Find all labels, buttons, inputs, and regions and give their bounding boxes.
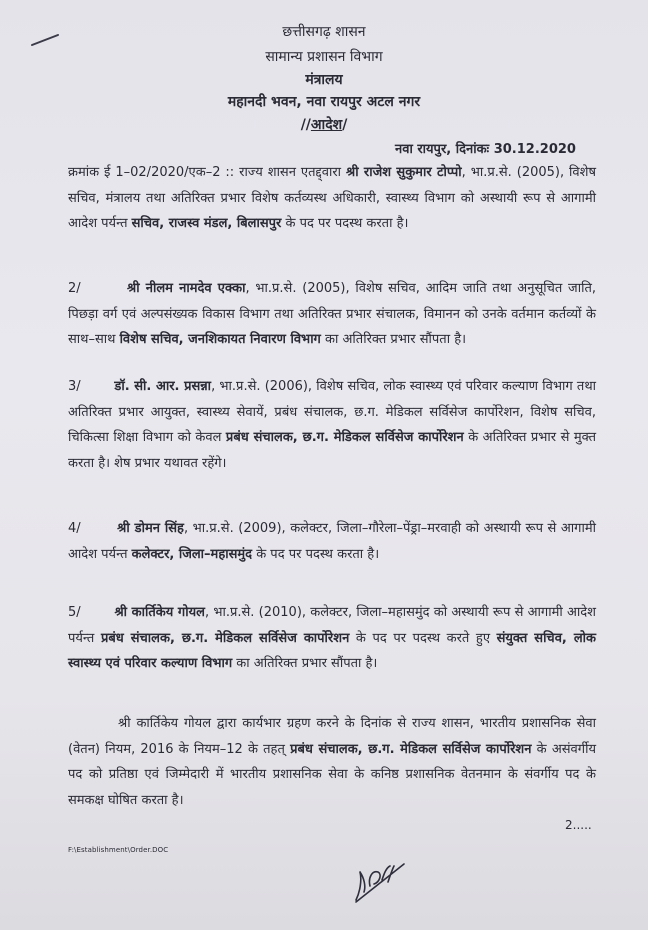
paragraph-3: 3/ डॉ. सी. आर. प्रसन्ना, भा.प्र.से. (2006), विशेष सचिव, लोक स्वास्थ्य एवं परिवार कल्याण विभाग तथा अतिरिक्त प्रभार आयुक्त, स्वास्थ्य सेवायें, प्रबंध संचालक, छ.ग. मेडिकल सर्विसेज कार्पोरेशन, विशेष सचिव, चिकित्सा शिक्षा विभाग को केवल प्रबंध संचालक, छ.ग. मेडिकल सर्विसेज कार्पोरेशन के अतिरिक्त प्रभार से मुक्त करता है। शेष प्रभार यथावत रहेंगे।	[68, 379, 597, 471]
paragraph-4: 4/ श्री डोमन सिंह, भा.प्र.से. (2009), कलेक्टर, जिला–गौरेला–पेंड्रा–मरवाही को अस्थायी रूप से आगामी आदेश पर्यन्त कलेक्टर, जिला–महासमुंद के पद पर पदस्थ करता है।	[68, 521, 597, 562]
header-ministry: मंत्रालय	[305, 72, 343, 88]
paragraph-6: श्री कार्तिकेय गोयल द्वारा कार्यभार ग्रहण करने के दिनांक से राज्य शासन, भारतीय प्रशासनिक सेवा (वेतन) नियम, 2016 के नियम–12 के तहत् प्रबंध संचालक, छ.ग. मेडिकल सर्विसेज कार्पोरेशन के असंवर्गीय पद को प्रतिष्ठा एवं जिम्मेदारी में भारतीय प्रशासनिक सेवा के कनिष्ठ प्रशासनिक वेतनमान के संवर्गीय पद के समकक्ष घोषित करता है।	[68, 716, 596, 808]
posting: प्रबंध संचालक, छ.ग. मेडिकल सर्विसेज कार्पोरेशन	[290, 741, 532, 757]
next-page-marker: 2.....	[565, 818, 592, 832]
header-order-title: //आदेश/	[300, 117, 348, 133]
header-department: सामान्य प्रशासन विभाग	[265, 49, 383, 65]
header-address: महानदी भवन, नवा रायपुर अटल नगर	[227, 94, 421, 110]
paragraph-2: 2/ श्री नीलम नामदेव एक्का, भा.प्र.से. (2005), विशेष सचिव, आदिम जाति तथा अनुसूचित जाति, पिछड़ा वर्ग एवं अल्पसंख्यक विकास विभाग तथा अतिरिक्त प्रभार संचालक, विमानन को उनके वर्तमान कर्तव्यों के साथ–साथ विशेष सचिव, जनशिकायत निवारण विभाग का अतिरिक्त प्रभार सौंपता है।	[68, 281, 596, 347]
posting: सचिव, राजस्व मंडल, बिलासपुर	[131, 216, 282, 231]
paragraph-number: 3/	[68, 379, 81, 394]
posting: विशेष सचिव, जनशिकायत निवारण विभाग	[119, 332, 321, 347]
paragraph-number: 5/	[68, 605, 81, 620]
posting: कलेक्टर, जिला–महासमुंद	[131, 546, 253, 562]
additional-charge: संयुक्त सचिव, लोक स्वास्थ्य एवं परिवार कल्याण विभाग	[68, 630, 597, 671]
paragraph-number: 4/	[68, 521, 81, 536]
header-state: छत्तीसगढ़ शासन	[282, 24, 366, 40]
date-line: नवा रायपुर, दिनांकः 30.12.2020	[395, 142, 576, 157]
officer-name: श्री राजेश सुकुमार टोप्पो	[346, 165, 462, 180]
paragraph-5: 5/ श्री कार्तिकेय गोयल, भा.प्र.से. (2010), कलेक्टर, जिला–महासमुंद को अस्थायी रूप से आगामी आदेश पर्यन्त प्रबंध संचालक, छ.ग. मेडिकल सर्विसेज कार्पोरेशन के पद पर पदस्थ करते हुए संयुक्त सचिव, लोक स्वास्थ्य एवं परिवार कल्याण विभाग का अतिरिक्त प्रभार सौंपता है।	[68, 605, 597, 671]
posting: प्रबंध संचालक, छ.ग. मेडिकल सर्विसेज कार्पोरेशन	[100, 630, 350, 646]
order-title-text: आदेश	[310, 117, 343, 133]
order-number: क्रमांक ई 1–02/2020/एक–2 ::	[68, 165, 235, 180]
officer-name: श्री नीलम नामदेव एक्का	[127, 281, 246, 296]
officer-name: श्री कार्तिकेय गोयल	[114, 605, 205, 620]
signature-icon	[350, 852, 410, 907]
file-path: F:\Establishment\Order.DOC	[68, 846, 169, 854]
posting: प्रबंध संचालक, छ.ग. मेडिकल सर्विसेज कार्पोरेशन	[225, 430, 464, 445]
officer-name: श्री डोमन सिंह	[117, 521, 184, 536]
paragraph-1: क्रमांक ई 1–02/2020/एक–2 :: राज्य शासन एतद्द्वारा श्री राजेश सुकुमार टोप्पो, भा.प्र.से. (2005), विशेष सचिव, मंत्रालय तथा अतिरिक्त प्रभार विशेष कर्तव्यस्थ अधिकारी, स्वास्थ्य विभाग को अस्थायी रूप से आगामी आदेश पर्यन्त सचिव, राजस्व मंडल, बिलासपुर के पद पर पदस्थ करता है।	[68, 165, 597, 231]
officer-name: डॉ. सी. आर. प्रसन्ना	[114, 379, 212, 394]
paragraph-number: 2/	[68, 281, 81, 296]
